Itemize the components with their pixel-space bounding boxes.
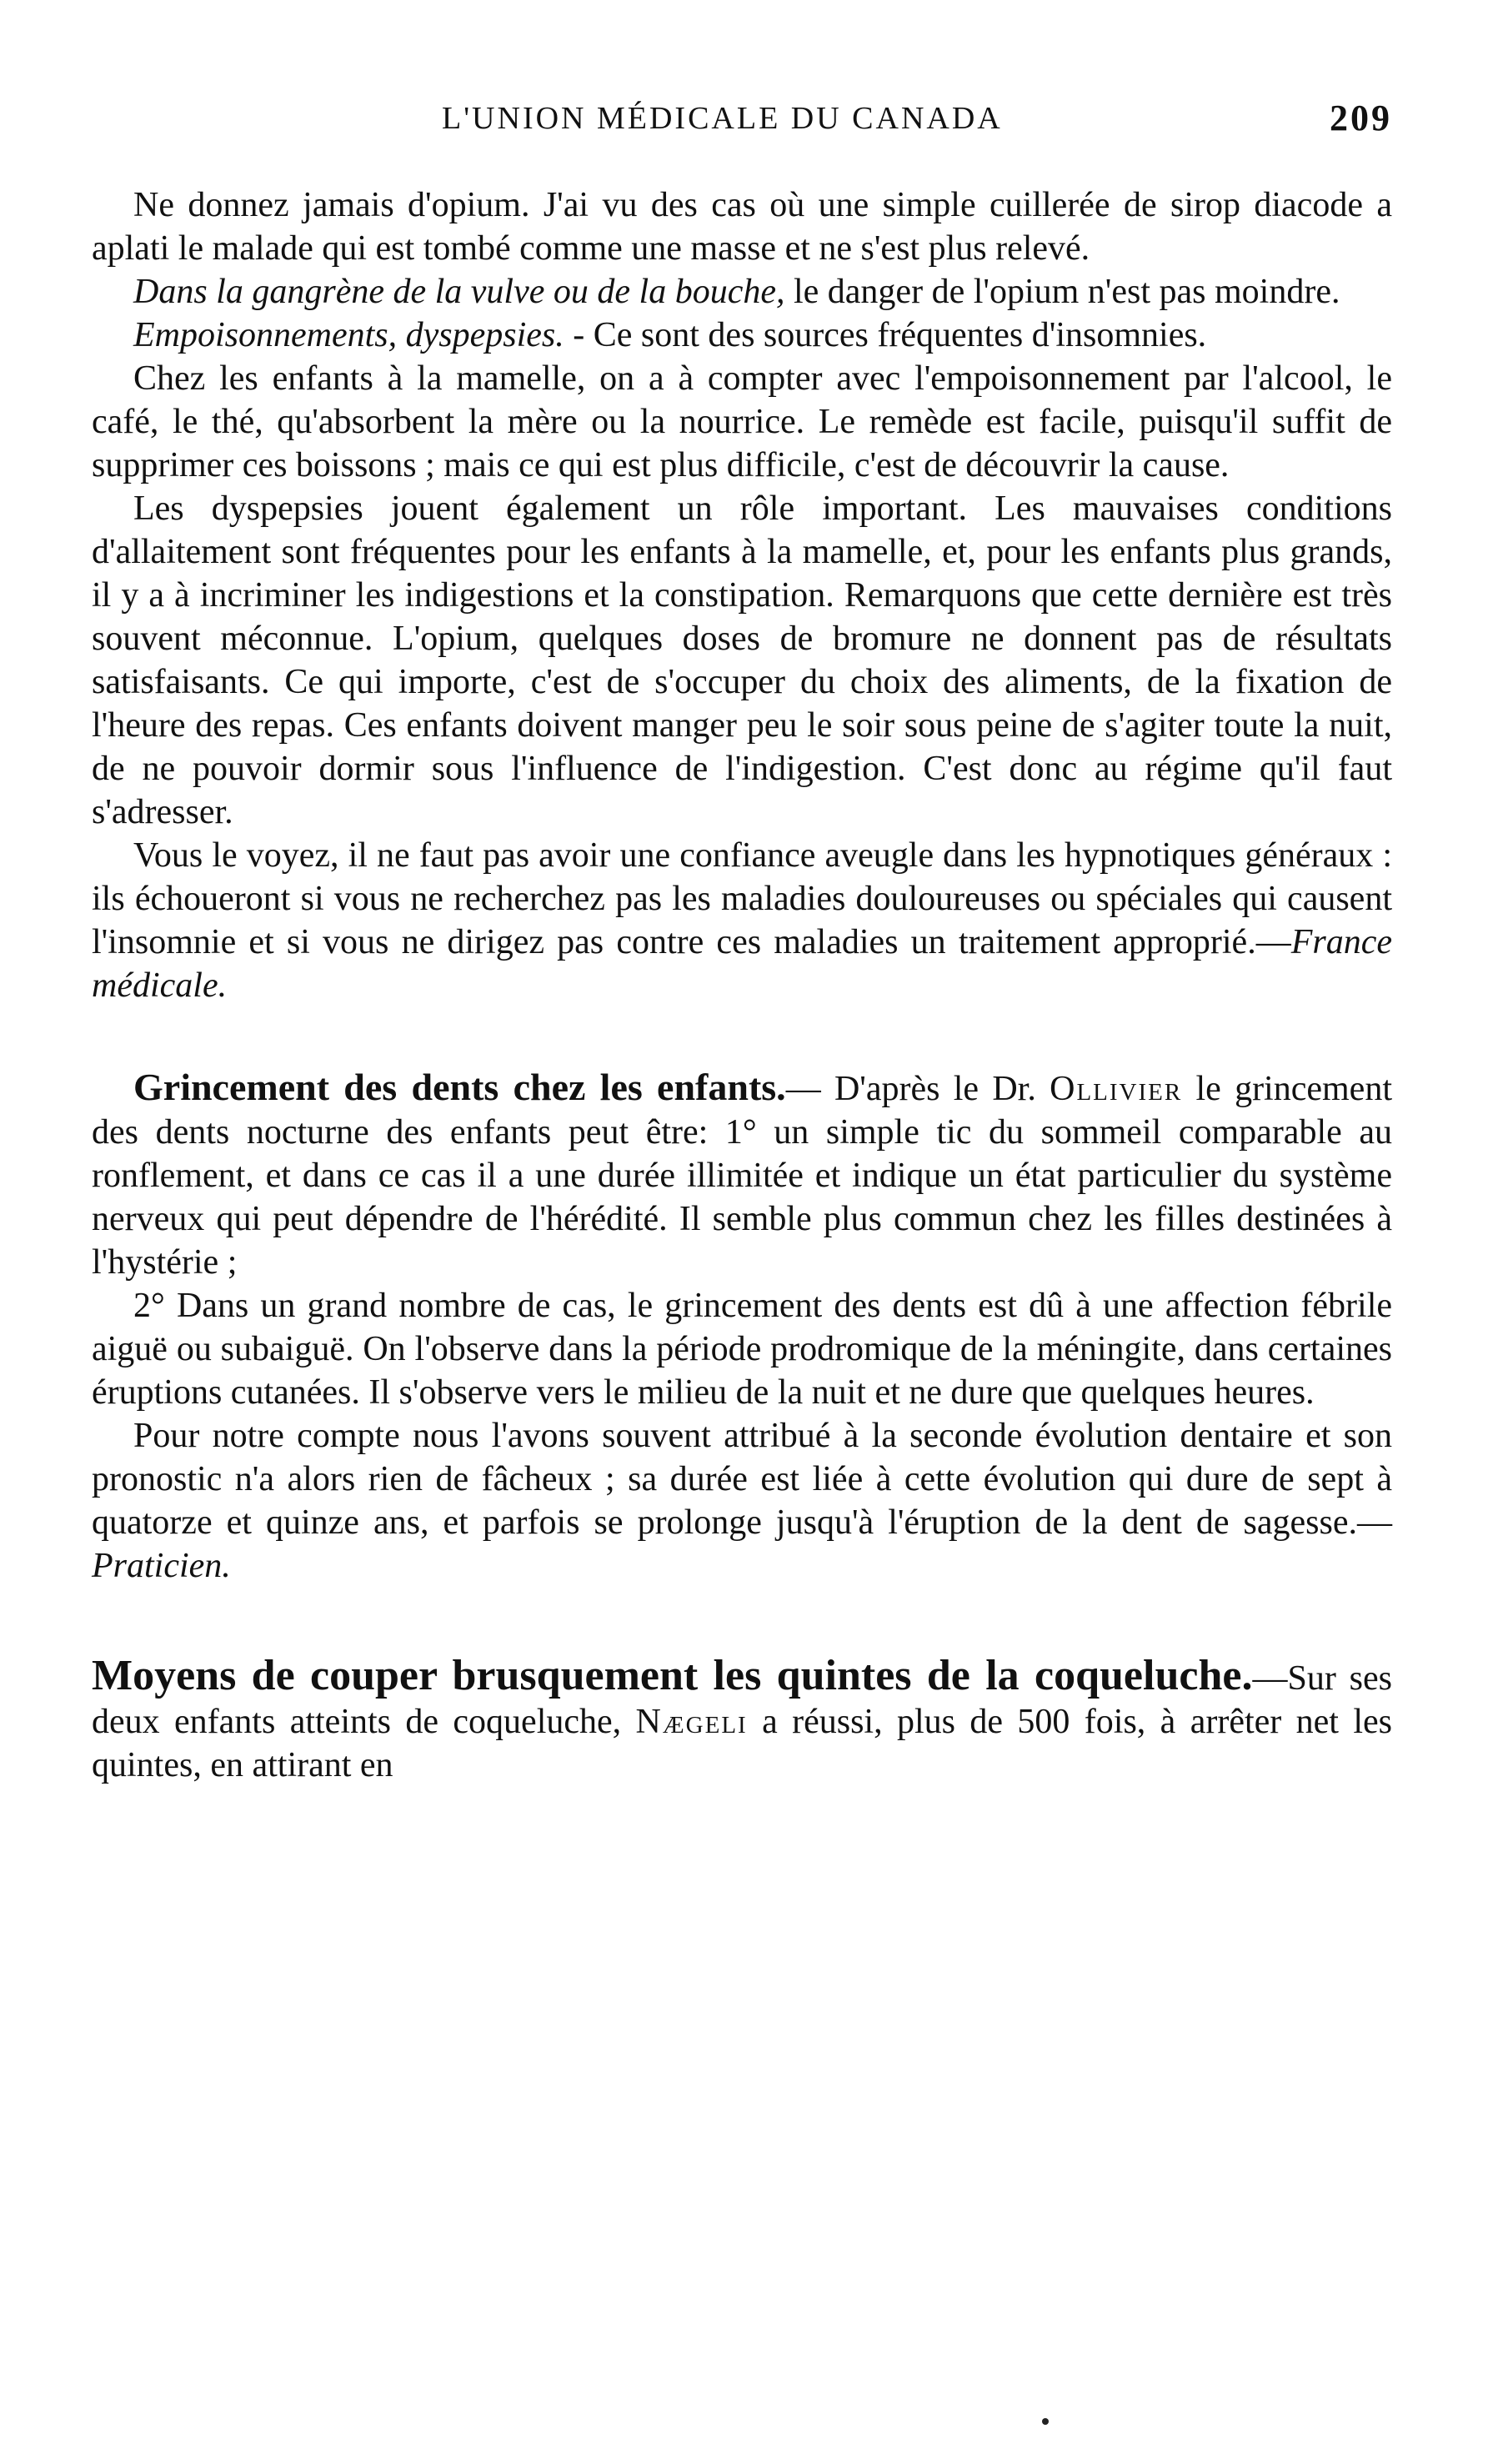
paragraph-text: Ne donnez jamais d'opium. J'ai vu des cas où une simple cuillerée de sirop diacode a aplati le malade qui est tombé comme une masse et ne s'est plus relevé. <box>92 186 1392 268</box>
paragraph <box>92 183 1392 270</box>
paragraph <box>92 357 1392 487</box>
paragraph-text: — D'après le Dr. <box>785 1070 1050 1108</box>
paragraph-text: Pour notre compte nous l'avons souvent attribué à la seconde évolution dentaire et son pronostic n'a alors rien de fâcheux ; sa durée est liée à cette évolution qui dure de sept à quatorze et quinze ans, et parfois se prolonge jusqu'à l'éruption de la dent de sagesse.— <box>92 1417 1392 1542</box>
paragraph <box>92 487 1392 834</box>
paragraph-text: - Ce sont des sources fréquentes d'insomnies. <box>564 316 1207 354</box>
paragraph <box>92 314 1392 357</box>
running-title: L'UNION MÉDICALE DU CANADA <box>442 101 1003 136</box>
paragraph <box>92 1066 1392 1284</box>
paragraph <box>92 1414 1392 1588</box>
paragraph-italic-lead: Empoisonnements, dyspepsies. <box>133 316 564 354</box>
section-title: Moyens de couper brusquement les quintes de la coqueluche. <box>92 1652 1253 1699</box>
paragraph <box>92 1284 1392 1414</box>
author-name: Ollivier <box>1050 1070 1183 1108</box>
source-citation: France médicale. <box>92 923 1392 1005</box>
paragraph-text: a réussi, plus de 500 fois, à arrêter net les quintes, en attirant en <box>92 1703 1393 1784</box>
paragraph-text: 2° Dans un grand nombre de cas, le grincement des dents est dû à une affection fébrile aiguë ou subaiguë. On l'observe dans la période prodromique de la méningite, dans certaines éruptions cutanées. Il s'observe vers le milieu de la nuit et ne dure que quelques heures. <box>92 1287 1392 1412</box>
section-teeth-grinding <box>92 1066 1392 1588</box>
paragraph-text: le danger de l'opium n'est pas moindre. <box>784 273 1340 311</box>
paragraph-text: le grincement des dents nocturne des enfants peut être: 1° un simple tic du sommeil comparable au ronflement, et dans ce cas il a une durée illimitée et indique un état particulier du système nerveux qui peut dépendre de l'hérédité. Il semble plus commun chez les filles destinées à l'hystérie ; <box>92 1070 1392 1282</box>
paragraph <box>92 834 1392 1007</box>
page-number: 209 <box>1330 98 1392 138</box>
page <box>92 100 1392 1787</box>
author-name: Nægeli <box>635 1703 748 1741</box>
paragraph-text: Vous le voyez, il ne faut pas avoir une confiance aveugle dans les hypnotiques généraux : ils échoueront si vous ne recherchez pas les maladies douloureuses ou spéciales qui causent l'insomnie et si vous ne dirigez pas contre ces maladies un traitement approprié.— <box>92 836 1392 961</box>
section-title: Grincement des dents chez les enfants. <box>133 1066 786 1108</box>
paragraph-text: Chez les enfants à la mamelle, on a à compter avec l'empoisonnement par l'alcool, le café, le thé, qu'absorbent la mère ou la nourrice. Le remède est facile, puisqu'il suffit de supprimer ces boissons ; mais ce qui est plus difficile, c'est de découvrir la cause. <box>92 359 1392 484</box>
paragraph-text: —Sur ses deux enfants atteints de coqueluche, <box>92 1659 1392 1741</box>
paragraph <box>92 270 1392 314</box>
running-head <box>92 100 1392 150</box>
paragraph-text: Les dyspepsies jouent également un rôle important. Les mauvaises conditions d'allaitement sont fréquentes pour les enfants à la mamelle, et, pour les enfants plus grands, il y a à incriminer les indigestions et la constipation. Remarquons que cette dernière est très souvent méconnue. L'opium, quelques doses de bromure ne donnent pas de résultats satisfaisants. Ce qui importe, c'est de s'occuper du choix des aliments, de la fixation de l'heure des repas. Ces enfants doivent manger peu le soir sous peine de s'agiter toute la nuit, de ne pouvoir dormir sous l'influence de l'indigestion. C'est donc au régime qu'il faut s'adresser. <box>92 489 1392 831</box>
paragraph-italic-lead: Dans la gangrène de la vulve ou de la bouche, <box>133 273 785 311</box>
source-citation: Praticien. <box>92 1547 231 1585</box>
article-body <box>92 183 1392 1787</box>
print-speck <box>1042 2418 1049 2425</box>
paragraph <box>92 1654 1392 1787</box>
section-whooping-cough <box>92 1654 1392 1787</box>
